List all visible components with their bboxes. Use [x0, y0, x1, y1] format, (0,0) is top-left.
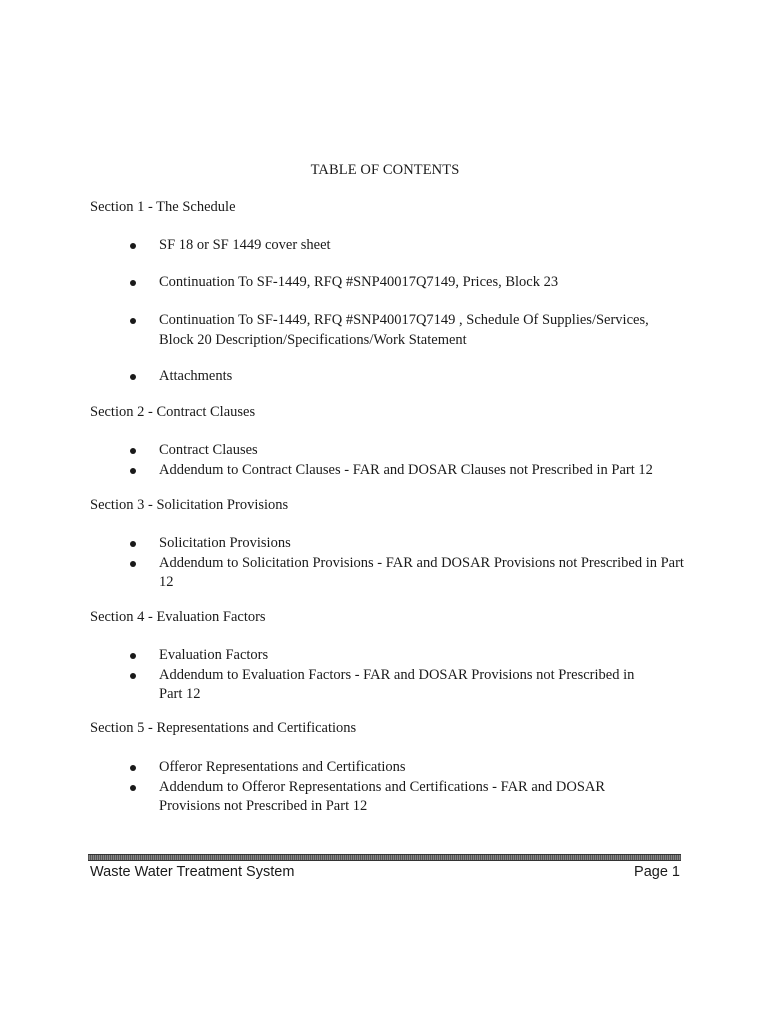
list-item — [130, 758, 630, 778]
section-1-list — [130, 236, 690, 256]
page-title: TABLE OF CONTENTS — [310, 162, 460, 178]
section-1-list-c — [130, 311, 670, 350]
list-item — [130, 367, 690, 387]
list-item — [130, 666, 660, 705]
list-item-text: Attachments — [159, 368, 233, 384]
bullet-icon — [130, 785, 136, 791]
list-item — [130, 273, 690, 293]
list-item-text: Addendum to Evaluation Factors - FAR and DOSAR Provisions not Prescribed in Part 12 — [159, 666, 635, 702]
list-item — [130, 236, 690, 256]
list-item — [130, 646, 660, 666]
bullet-icon — [130, 653, 136, 659]
section-1-list-b — [130, 273, 690, 293]
list-item — [130, 441, 690, 461]
section-3-list — [130, 534, 685, 593]
footer-divider — [88, 854, 681, 861]
list-item — [130, 461, 690, 481]
bullet-icon — [130, 280, 136, 286]
bullet-icon — [130, 673, 136, 679]
bullet-icon — [130, 541, 136, 547]
footer-page-number: Page 1 — [634, 864, 680, 880]
list-item-text: Addendum to Solicitation Provisions - FAR and DOSAR Provisions not Prescribed in Part 12 — [159, 554, 684, 590]
section-1-list-d — [130, 367, 690, 387]
section-4-list — [130, 646, 660, 705]
section-heading-2: Section 2 - Contract Clauses — [90, 404, 256, 420]
bullet-icon — [130, 765, 136, 771]
list-item-text: Continuation To SF-1449, RFQ #SNP40017Q7149, Prices, Block 23 — [159, 274, 559, 290]
section-heading-3: Section 3 - Solicitation Provisions — [90, 497, 289, 513]
section-2-list — [130, 441, 690, 480]
list-item — [130, 311, 670, 350]
list-item-text: Contract Clauses — [159, 442, 258, 458]
bullet-icon — [130, 374, 136, 380]
list-item — [130, 534, 685, 554]
list-item-text: Evaluation Factors — [159, 647, 269, 663]
list-item-text: Offeror Representations and Certifications — [159, 759, 406, 775]
footer-document-name: Waste Water Treatment System — [90, 864, 295, 880]
section-heading-4: Section 4 - Evaluation Factors — [90, 609, 266, 625]
list-item — [130, 554, 685, 593]
list-item-text: Addendum to Offeror Representations and Certifications - FAR and DOSAR Provisions not Prescribed in Part 12 — [159, 778, 606, 814]
section-heading-1: Section 1 - The Schedule — [90, 199, 236, 215]
list-item-text: Solicitation Provisions — [159, 535, 291, 551]
bullet-icon — [130, 318, 136, 324]
section-heading-5: Section 5 - Representations and Certifications — [90, 720, 357, 736]
list-item-text: Continuation To SF-1449, RFQ #SNP40017Q7149 , Schedule Of Supplies/Services, Block 20 Description/Specifications/Work Statement — [159, 312, 649, 348]
section-5-list — [130, 758, 630, 817]
list-item — [130, 778, 630, 817]
list-item-text: SF 18 or SF 1449 cover sheet — [159, 237, 331, 253]
list-item-text: Addendum to Contract Clauses - FAR and DOSAR Clauses not Prescribed in Part 12 — [159, 461, 653, 478]
bullet-icon — [130, 243, 136, 249]
bullet-icon — [130, 468, 136, 474]
bullet-icon — [130, 448, 136, 454]
bullet-icon — [130, 561, 136, 567]
